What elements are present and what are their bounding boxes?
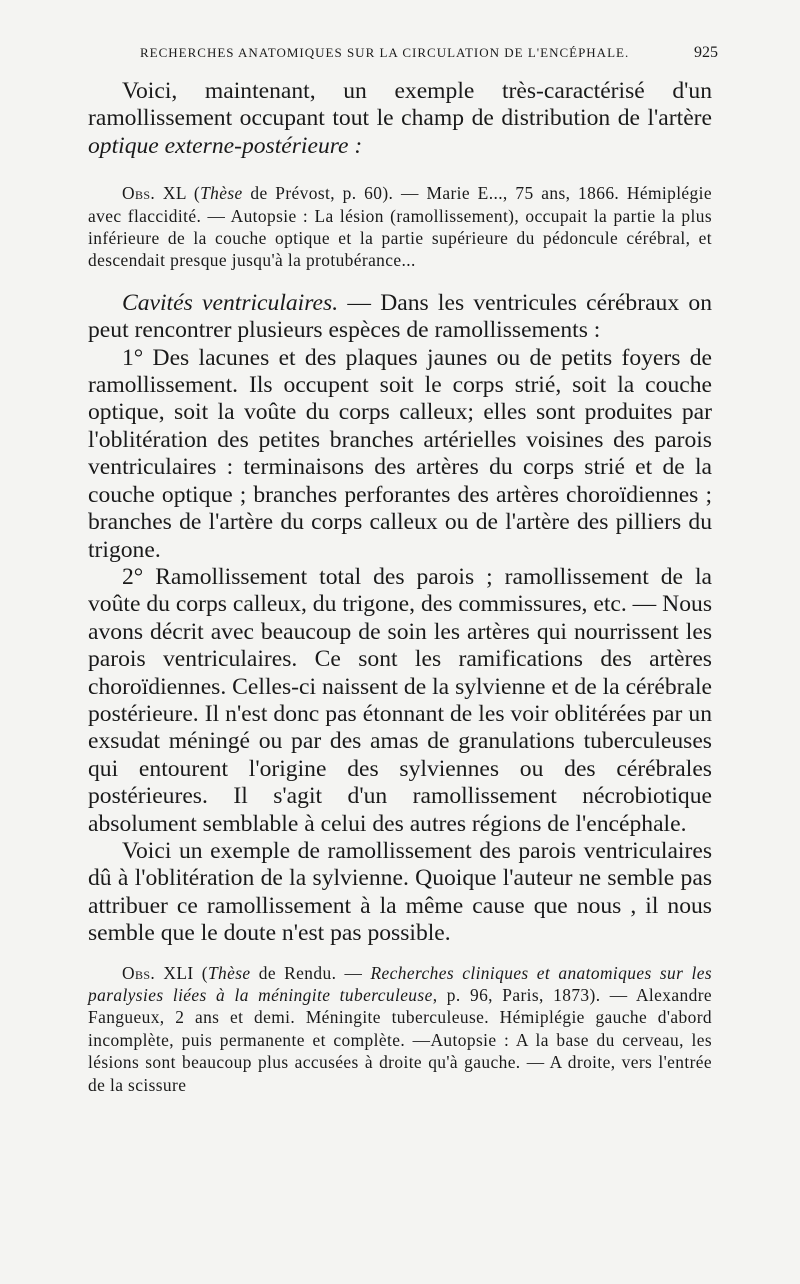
paragraph-lacunes-text: 1° Des lacunes et des plaques jaunes ou de petits foyers de ramollissement. Ils occupent soit le corps strié, soit la couche optique, soit la voûte du corps calleux; elles sont produites par l'oblitération des petites branches artérielles voisines des parois ventriculaires : terminaisons des artères du corps strié et de la couche optique ; branches perforantes des artères choroïdiennes ; branches de l'artère du corps calleux ou de l'artère des pilliers du trigone. — [88, 344, 712, 563]
obs-text: de Prévost, p. 60). — Marie E..., 75 ans, 1866. Hémiplégie avec flaccidité. — Autopsie : La lésion (ramollissement), occupait la partie la plus inférieure de la couche optique et la partie supérieure du pédoncule cérébral, et descendait presque jusqu'à la protubérance... — [88, 183, 712, 271]
running-head — [140, 44, 718, 62]
paragraph-example-sylvian — [88, 838, 712, 948]
paragraph-example-sylvian-text: Voici un exemple de ramollissement des parois ventriculaires dû à l'oblitération de la sylvienne. Quoique l'auteur ne semble pas attribuer ce ramollissement à la même cause que nous , il nous semble que le doute n'est pas possible. — [88, 837, 712, 947]
obs-source: Thèse — [207, 962, 251, 983]
section-heading: Cavités ventriculaires. — [122, 289, 339, 316]
obs-text-a: de Rendu. — — [250, 962, 371, 983]
running-title: RECHERCHES ANATOMIQUES SUR LA CIRCULATION DE L'ENCÉPHALE. — [140, 45, 630, 60]
paragraph-total-softening — [88, 564, 712, 838]
paragraph-intro-text: Voici, maintenant, un exemple très-caractérisé d'un ramollissement occupant tout le champ de distribution de l'artère — [88, 78, 712, 132]
obs-number: XLI ( — [155, 962, 208, 983]
obs-source: Thèse — [200, 183, 243, 204]
paragraph-total-softening-text: 2° Ramollissement total des parois ; ramollissement de la voûte du corps calleux, du trigone, des commissures, etc. — Nous avons décrit avec beaucoup de soin les artères qui nourrissent les parois ventriculaires. Ce sont les ramifications des artères choroïdiennes. Celles-ci naissent de la sylvienne et de la cérébrale postérieure. Il n'est donc pas étonnant de les voir oblitérées par un exsudat méningé ou par des amas de granulations tuberculeuses qui entourent l'origine des sylviennes ou des cérébrales postérieures. Il s'agit d'un ramollissement nécrobiotique absolument semblable à celui des autres régions de l'encéphale. — [88, 563, 712, 837]
artery-name: optique externe-postérieure : — [88, 132, 363, 159]
paragraph-intro-example — [88, 78, 712, 160]
obs-label: Obs. — [122, 183, 156, 204]
observation-40 — [88, 182, 712, 272]
section-intro-text: — Dans les ventricules cérébraux on peut rencontrer plusieurs espèces de ramollissements : — [88, 289, 712, 344]
paragraph-ventricular-cavities — [88, 290, 712, 345]
obs-label: Obs. — [122, 962, 156, 983]
obs-work-title: Recherches cliniques et anatomiques sur les paralysies liées à la méningite tuberculeuse — [88, 962, 712, 1005]
obs-number: XL ( — [155, 183, 201, 204]
page-number: 925 — [694, 44, 718, 61]
observation-41 — [88, 962, 712, 1096]
obs-text-b: , p. 96, Paris, 1873). — Alexandre Fangueux, 2 ans et demi. Méningite tuberculeuse. Hémiplégie gauche d'abord incomplète, puis permanente et complète. —Autopsie : A la base du cerveau, les lésions sont beaucoup plus accusées à droite qu'à gauche. — A droite, vers l'entrée de la scissure — [88, 985, 713, 1095]
paragraph-lacunes — [88, 345, 712, 564]
